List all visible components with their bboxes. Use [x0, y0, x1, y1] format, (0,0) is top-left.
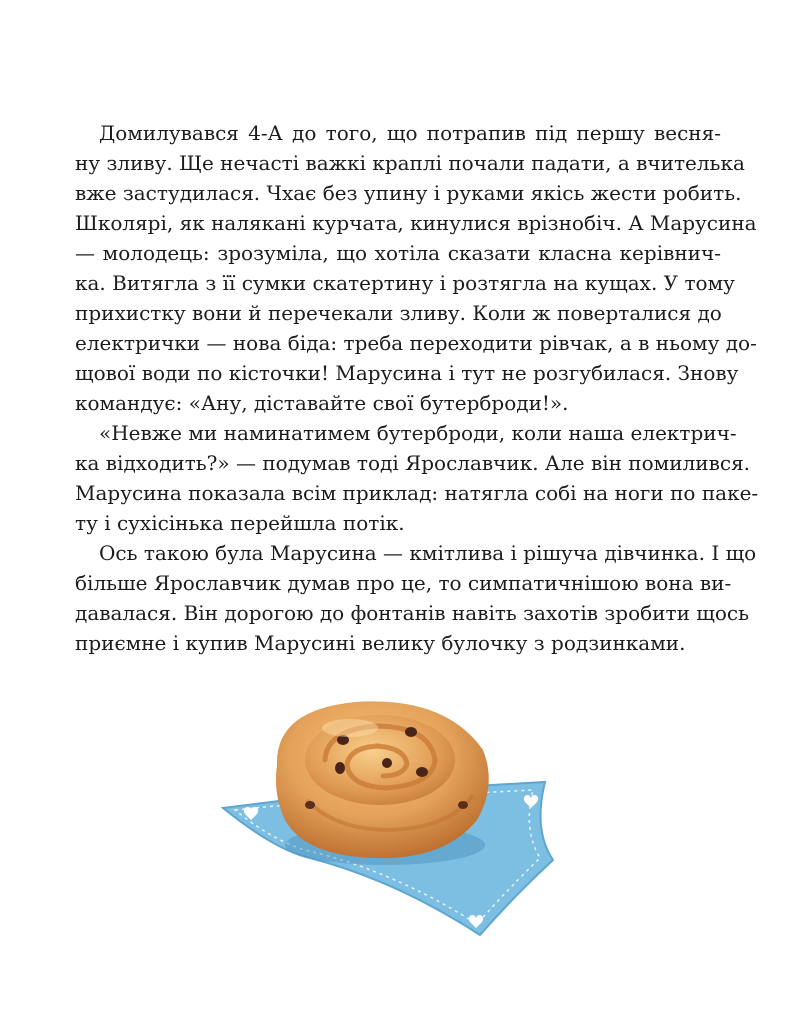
text-line: ну зливу. Ще нечасті важкі краплі почали падати, а вчителька [75, 151, 745, 175]
raisin [416, 767, 428, 777]
text-line: Домилувався 4-А до того, що потрапив під першу весня- [99, 121, 721, 145]
text-line: Ось такою була Марусина — кмітлива і рішуча дівчинка. І що [99, 541, 757, 565]
bun-on-napkin-illustration [215, 690, 585, 950]
text-line: давалася. Він дорогою до фонтанів навіть захотів зробити щось [75, 601, 749, 625]
raisin [382, 758, 392, 768]
text-line: більше Ярославчик думав про це, то симпатичнішою вона ви- [75, 571, 732, 595]
text-line: ка. Витягла з її сумки скатертину і розтягла на кущах. У тому [75, 271, 735, 295]
text-line: ка відходить?» — подумав тоді Ярославчик. Але він помилився. [75, 451, 751, 475]
text-line: Школярі, як налякані курчата, кинулися врізнобіч. А Марусина [75, 211, 757, 235]
text-line: «Невже ми наминатимем бутерброди, коли наша електрич- [99, 421, 737, 445]
raisin [335, 762, 345, 774]
text-line: — молодець: зрозуміла, що хотіла сказати класна керівнич- [75, 241, 721, 265]
raisin [405, 727, 417, 737]
text-line: щової води по кісточки! Марусина і тут не розгубилася. Знову [75, 361, 739, 385]
story-text [75, 118, 759, 658]
text-line: прихистку вони й перечекали зливу. Коли ж поверталися до [75, 301, 722, 325]
raisin [305, 801, 315, 809]
raisin [458, 801, 468, 809]
text-line: Марусина показала всім приклад: натягла собі на ноги по паке- [75, 481, 759, 505]
text-line: ту і сухісінька перейшла потік. [75, 511, 405, 535]
text-line: електрички — нова біда: треба переходити рівчак, а в ньому до- [75, 331, 757, 355]
text-line: вже застудилася. Чхає без упину і руками якісь жести робить. [75, 181, 742, 205]
text-line: командує: «Ану, діставайте свої бутерброди!». [75, 391, 569, 415]
text-line: приємне і купив Марусині велику булочку з родзинками. [75, 631, 686, 655]
